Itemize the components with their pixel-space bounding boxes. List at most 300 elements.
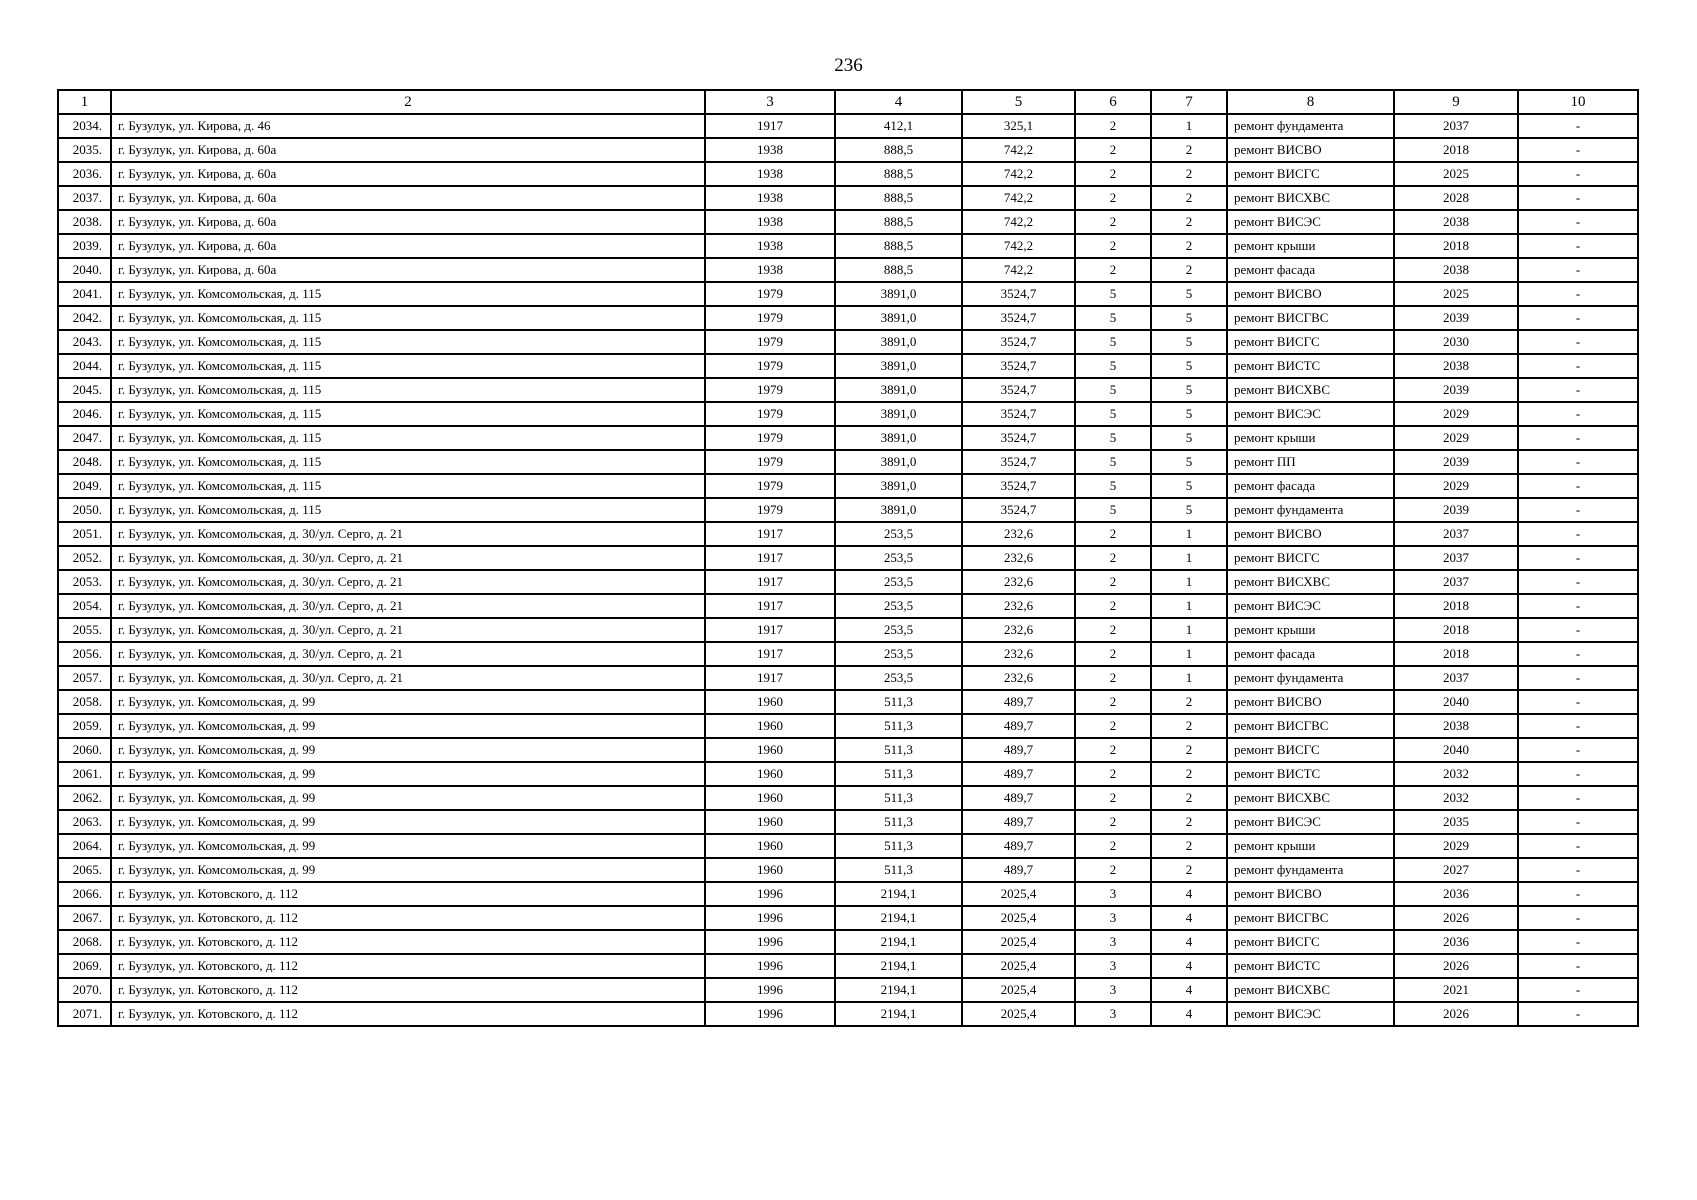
cell-year-built: 1960 xyxy=(705,714,835,738)
cell-floors: 2 xyxy=(1075,162,1151,186)
cell-planned-year: 2021 xyxy=(1394,978,1518,1002)
cell-planned-year: 2040 xyxy=(1394,690,1518,714)
cell-total-area: 3891,0 xyxy=(835,330,962,354)
cell-year-built: 1996 xyxy=(705,1002,835,1026)
cell-year-built: 1960 xyxy=(705,858,835,882)
cell-floors: 5 xyxy=(1075,306,1151,330)
cell-work-type: ремонт ВИСТС xyxy=(1227,354,1394,378)
cell-work-type: ремонт фасада xyxy=(1227,642,1394,666)
cell-work-type: ремонт ВИСЭС xyxy=(1227,1002,1394,1026)
cell-work-type: ремонт ВИСТС xyxy=(1227,762,1394,786)
cell-entrances: 5 xyxy=(1151,402,1227,426)
cell-work-type: ремонт ВИСХВС xyxy=(1227,786,1394,810)
cell-entrances: 5 xyxy=(1151,378,1227,402)
cell-row-number: 2046. xyxy=(58,402,111,426)
cell-planned-year: 2037 xyxy=(1394,522,1518,546)
cell-entrances: 2 xyxy=(1151,786,1227,810)
cell-row-number: 2054. xyxy=(58,594,111,618)
cell-planned-year: 2037 xyxy=(1394,666,1518,690)
cell-floors: 2 xyxy=(1075,762,1151,786)
cell-year-built: 1996 xyxy=(705,882,835,906)
cell-row-number: 2051. xyxy=(58,522,111,546)
cell-living-area: 3524,7 xyxy=(962,450,1075,474)
cell-entrances: 5 xyxy=(1151,450,1227,474)
cell-year-built: 1938 xyxy=(705,186,835,210)
cell-floors: 2 xyxy=(1075,618,1151,642)
cell-row-number: 2036. xyxy=(58,162,111,186)
cell-total-area: 511,3 xyxy=(835,690,962,714)
cell-row-number: 2045. xyxy=(58,378,111,402)
cell-planned-year: 2038 xyxy=(1394,210,1518,234)
cell-total-area: 511,3 xyxy=(835,786,962,810)
cell-living-area: 742,2 xyxy=(962,186,1075,210)
cell-work-type: ремонт ВИСХВС xyxy=(1227,978,1394,1002)
cell-row-number: 2059. xyxy=(58,714,111,738)
cell-work-type: ремонт ВИСТС xyxy=(1227,954,1394,978)
cell-address: г. Бузулук, ул. Комсомольская, д. 115 xyxy=(111,474,705,498)
cell-address: г. Бузулук, ул. Кирова, д. 60а xyxy=(111,162,705,186)
cell-entrances: 4 xyxy=(1151,1002,1227,1026)
table-row xyxy=(58,882,1638,906)
cell-planned-year: 2040 xyxy=(1394,738,1518,762)
cell-living-area: 325,1 xyxy=(962,114,1075,138)
cell-living-area: 489,7 xyxy=(962,714,1075,738)
cell-living-area: 489,7 xyxy=(962,762,1075,786)
cell-note: - xyxy=(1518,498,1638,522)
cell-address: г. Бузулук, ул. Кирова, д. 60а xyxy=(111,138,705,162)
cell-address: г. Бузулук, ул. Комсомольская, д. 115 xyxy=(111,354,705,378)
cell-planned-year: 2029 xyxy=(1394,474,1518,498)
cell-total-area: 888,5 xyxy=(835,210,962,234)
cell-work-type: ремонт ВИСХВС xyxy=(1227,186,1394,210)
cell-row-number: 2062. xyxy=(58,786,111,810)
table-row xyxy=(58,378,1638,402)
cell-row-number: 2063. xyxy=(58,810,111,834)
cell-note: - xyxy=(1518,738,1638,762)
cell-note: - xyxy=(1518,474,1638,498)
cell-address: г. Бузулук, ул. Комсомольская, д. 99 xyxy=(111,834,705,858)
cell-work-type: ремонт крыши xyxy=(1227,618,1394,642)
cell-year-built: 1979 xyxy=(705,354,835,378)
cell-planned-year: 2025 xyxy=(1394,282,1518,306)
cell-total-area: 3891,0 xyxy=(835,498,962,522)
cell-work-type: ремонт ВИСГС xyxy=(1227,930,1394,954)
cell-floors: 5 xyxy=(1075,354,1151,378)
cell-total-area: 3891,0 xyxy=(835,306,962,330)
cell-floors: 5 xyxy=(1075,426,1151,450)
cell-row-number: 2050. xyxy=(58,498,111,522)
table-row xyxy=(58,330,1638,354)
cell-row-number: 2066. xyxy=(58,882,111,906)
cell-year-built: 1979 xyxy=(705,282,835,306)
cell-year-built: 1979 xyxy=(705,330,835,354)
cell-entrances: 2 xyxy=(1151,258,1227,282)
cell-floors: 2 xyxy=(1075,186,1151,210)
cell-address: г. Бузулук, ул. Кирова, д. 46 xyxy=(111,114,705,138)
cell-planned-year: 2029 xyxy=(1394,834,1518,858)
cell-address: г. Бузулук, ул. Комсомольская, д. 115 xyxy=(111,402,705,426)
column-header-entrances: 7 xyxy=(1151,90,1227,114)
cell-row-number: 2034. xyxy=(58,114,111,138)
cell-floors: 2 xyxy=(1075,834,1151,858)
cell-planned-year: 2029 xyxy=(1394,426,1518,450)
cell-note: - xyxy=(1518,858,1638,882)
cell-total-area: 511,3 xyxy=(835,738,962,762)
cell-entrances: 5 xyxy=(1151,330,1227,354)
cell-living-area: 489,7 xyxy=(962,858,1075,882)
cell-row-number: 2058. xyxy=(58,690,111,714)
cell-note: - xyxy=(1518,978,1638,1002)
cell-work-type: ремонт ВИСЭС xyxy=(1227,210,1394,234)
table-row xyxy=(58,450,1638,474)
cell-living-area: 742,2 xyxy=(962,258,1075,282)
cell-address: г. Бузулук, ул. Комсомольская, д. 99 xyxy=(111,762,705,786)
cell-total-area: 253,5 xyxy=(835,522,962,546)
cell-entrances: 2 xyxy=(1151,834,1227,858)
cell-address: г. Бузулук, ул. Комсомольская, д. 99 xyxy=(111,858,705,882)
cell-living-area: 232,6 xyxy=(962,594,1075,618)
cell-planned-year: 2037 xyxy=(1394,114,1518,138)
cell-work-type: ремонт крыши xyxy=(1227,234,1394,258)
cell-address: г. Бузулук, ул. Комсомольская, д. 99 xyxy=(111,786,705,810)
cell-entrances: 5 xyxy=(1151,474,1227,498)
cell-entrances: 5 xyxy=(1151,426,1227,450)
table-row xyxy=(58,138,1638,162)
table-row xyxy=(58,714,1638,738)
cell-planned-year: 2018 xyxy=(1394,642,1518,666)
cell-entrances: 1 xyxy=(1151,522,1227,546)
cell-living-area: 232,6 xyxy=(962,666,1075,690)
cell-total-area: 511,3 xyxy=(835,810,962,834)
cell-year-built: 1960 xyxy=(705,834,835,858)
cell-floors: 2 xyxy=(1075,714,1151,738)
cell-year-built: 1917 xyxy=(705,594,835,618)
cell-total-area: 888,5 xyxy=(835,186,962,210)
table-row xyxy=(58,546,1638,570)
cell-row-number: 2068. xyxy=(58,930,111,954)
cell-year-built: 1917 xyxy=(705,570,835,594)
column-header-year-built: 3 xyxy=(705,90,835,114)
cell-address: г. Бузулук, ул. Котовского, д. 112 xyxy=(111,954,705,978)
column-header-planned-year: 9 xyxy=(1394,90,1518,114)
cell-total-area: 253,5 xyxy=(835,546,962,570)
cell-row-number: 2047. xyxy=(58,426,111,450)
cell-entrances: 4 xyxy=(1151,930,1227,954)
cell-entrances: 4 xyxy=(1151,954,1227,978)
cell-row-number: 2069. xyxy=(58,954,111,978)
cell-total-area: 511,3 xyxy=(835,714,962,738)
cell-entrances: 2 xyxy=(1151,762,1227,786)
cell-total-area: 888,5 xyxy=(835,258,962,282)
cell-work-type: ремонт ВИСВО xyxy=(1227,882,1394,906)
table-row xyxy=(58,594,1638,618)
cell-note: - xyxy=(1518,882,1638,906)
cell-note: - xyxy=(1518,714,1638,738)
table-row xyxy=(58,426,1638,450)
cell-work-type: ремонт ВИСГС xyxy=(1227,546,1394,570)
cell-living-area: 3524,7 xyxy=(962,354,1075,378)
cell-row-number: 2070. xyxy=(58,978,111,1002)
table-row xyxy=(58,930,1638,954)
column-header-work-type: 8 xyxy=(1227,90,1394,114)
cell-planned-year: 2036 xyxy=(1394,930,1518,954)
cell-floors: 2 xyxy=(1075,138,1151,162)
cell-floors: 3 xyxy=(1075,882,1151,906)
cell-row-number: 2041. xyxy=(58,282,111,306)
cell-entrances: 2 xyxy=(1151,810,1227,834)
cell-planned-year: 2038 xyxy=(1394,354,1518,378)
cell-row-number: 2038. xyxy=(58,210,111,234)
table-row xyxy=(58,114,1638,138)
cell-work-type: ремонт фундамента xyxy=(1227,666,1394,690)
cell-year-built: 1938 xyxy=(705,210,835,234)
cell-total-area: 253,5 xyxy=(835,570,962,594)
table-row xyxy=(58,474,1638,498)
cell-planned-year: 2018 xyxy=(1394,594,1518,618)
cell-note: - xyxy=(1518,258,1638,282)
cell-floors: 3 xyxy=(1075,954,1151,978)
cell-living-area: 232,6 xyxy=(962,546,1075,570)
cell-year-built: 1917 xyxy=(705,522,835,546)
cell-total-area: 2194,1 xyxy=(835,1002,962,1026)
table-row xyxy=(58,834,1638,858)
cell-total-area: 2194,1 xyxy=(835,978,962,1002)
cell-entrances: 2 xyxy=(1151,210,1227,234)
cell-row-number: 2039. xyxy=(58,234,111,258)
cell-entrances: 2 xyxy=(1151,714,1227,738)
cell-year-built: 1979 xyxy=(705,402,835,426)
cell-planned-year: 2018 xyxy=(1394,138,1518,162)
cell-work-type: ремонт фасада xyxy=(1227,258,1394,282)
cell-row-number: 2048. xyxy=(58,450,111,474)
cell-address: г. Бузулук, ул. Комсомольская, д. 115 xyxy=(111,426,705,450)
cell-year-built: 1917 xyxy=(705,546,835,570)
cell-year-built: 1996 xyxy=(705,906,835,930)
cell-floors: 2 xyxy=(1075,738,1151,762)
cell-note: - xyxy=(1518,186,1638,210)
cell-entrances: 2 xyxy=(1151,738,1227,762)
column-header-row-number: 1 xyxy=(58,90,111,114)
table-row xyxy=(58,210,1638,234)
cell-total-area: 253,5 xyxy=(835,642,962,666)
cell-work-type: ремонт ПП xyxy=(1227,450,1394,474)
cell-year-built: 1996 xyxy=(705,954,835,978)
cell-work-type: ремонт ВИСХВС xyxy=(1227,378,1394,402)
cell-year-built: 1979 xyxy=(705,426,835,450)
table-row xyxy=(58,906,1638,930)
cell-address: г. Бузулук, ул. Котовского, д. 112 xyxy=(111,1002,705,1026)
cell-row-number: 2064. xyxy=(58,834,111,858)
table-row xyxy=(58,618,1638,642)
cell-address: г. Бузулук, ул. Котовского, д. 112 xyxy=(111,882,705,906)
cell-note: - xyxy=(1518,282,1638,306)
cell-living-area: 3524,7 xyxy=(962,426,1075,450)
cell-entrances: 4 xyxy=(1151,906,1227,930)
cell-entrances: 1 xyxy=(1151,666,1227,690)
cell-year-built: 1917 xyxy=(705,666,835,690)
cell-row-number: 2061. xyxy=(58,762,111,786)
cell-address: г. Бузулук, ул. Комсомольская, д. 115 xyxy=(111,282,705,306)
cell-year-built: 1960 xyxy=(705,738,835,762)
cell-floors: 5 xyxy=(1075,474,1151,498)
cell-address: г. Бузулук, ул. Комсомольская, д. 99 xyxy=(111,810,705,834)
cell-year-built: 1960 xyxy=(705,786,835,810)
cell-living-area: 742,2 xyxy=(962,210,1075,234)
cell-note: - xyxy=(1518,426,1638,450)
cell-note: - xyxy=(1518,906,1638,930)
table-row xyxy=(58,690,1638,714)
table-row xyxy=(58,186,1638,210)
cell-planned-year: 2038 xyxy=(1394,258,1518,282)
cell-work-type: ремонт фундамента xyxy=(1227,114,1394,138)
cell-total-area: 412,1 xyxy=(835,114,962,138)
cell-note: - xyxy=(1518,402,1638,426)
cell-note: - xyxy=(1518,834,1638,858)
cell-total-area: 3891,0 xyxy=(835,354,962,378)
cell-living-area: 489,7 xyxy=(962,834,1075,858)
cell-living-area: 232,6 xyxy=(962,570,1075,594)
cell-floors: 3 xyxy=(1075,978,1151,1002)
cell-entrances: 2 xyxy=(1151,186,1227,210)
cell-address: г. Бузулук, ул. Комсомольская, д. 99 xyxy=(111,714,705,738)
cell-row-number: 2067. xyxy=(58,906,111,930)
cell-year-built: 1938 xyxy=(705,162,835,186)
column-header-note: 10 xyxy=(1518,90,1638,114)
cell-year-built: 1996 xyxy=(705,930,835,954)
cell-planned-year: 2027 xyxy=(1394,858,1518,882)
cell-address: г. Бузулук, ул. Комсомольская, д. 30/ул. Серго, д. 21 xyxy=(111,666,705,690)
cell-total-area: 511,3 xyxy=(835,834,962,858)
cell-floors: 5 xyxy=(1075,378,1151,402)
cell-address: г. Бузулук, ул. Комсомольская, д. 99 xyxy=(111,738,705,762)
cell-living-area: 3524,7 xyxy=(962,378,1075,402)
cell-living-area: 489,7 xyxy=(962,786,1075,810)
cell-row-number: 2057. xyxy=(58,666,111,690)
cell-row-number: 2071. xyxy=(58,1002,111,1026)
cell-floors: 5 xyxy=(1075,498,1151,522)
cell-total-area: 2194,1 xyxy=(835,882,962,906)
cell-address: г. Бузулук, ул. Комсомольская, д. 115 xyxy=(111,498,705,522)
cell-address: г. Бузулук, ул. Котовского, д. 112 xyxy=(111,978,705,1002)
cell-year-built: 1938 xyxy=(705,258,835,282)
cell-entrances: 4 xyxy=(1151,978,1227,1002)
cell-total-area: 3891,0 xyxy=(835,378,962,402)
cell-floors: 2 xyxy=(1075,114,1151,138)
cell-note: - xyxy=(1518,306,1638,330)
cell-work-type: ремонт фасада xyxy=(1227,474,1394,498)
cell-living-area: 3524,7 xyxy=(962,306,1075,330)
cell-address: г. Бузулук, ул. Кирова, д. 60а xyxy=(111,258,705,282)
cell-living-area: 2025,4 xyxy=(962,930,1075,954)
cell-year-built: 1960 xyxy=(705,810,835,834)
cell-floors: 2 xyxy=(1075,810,1151,834)
column-header-total-area: 4 xyxy=(835,90,962,114)
cell-total-area: 253,5 xyxy=(835,618,962,642)
cell-year-built: 1979 xyxy=(705,474,835,498)
cell-planned-year: 2032 xyxy=(1394,762,1518,786)
cell-address: г. Бузулук, ул. Кирова, д. 60а xyxy=(111,210,705,234)
table-row xyxy=(58,234,1638,258)
cell-floors: 2 xyxy=(1075,234,1151,258)
table-row xyxy=(58,354,1638,378)
cell-living-area: 3524,7 xyxy=(962,474,1075,498)
cell-entrances: 2 xyxy=(1151,138,1227,162)
repair-schedule-table xyxy=(57,89,1639,1027)
cell-floors: 3 xyxy=(1075,1002,1151,1026)
cell-note: - xyxy=(1518,234,1638,258)
cell-living-area: 3524,7 xyxy=(962,330,1075,354)
cell-row-number: 2049. xyxy=(58,474,111,498)
cell-work-type: ремонт ВИСВО xyxy=(1227,522,1394,546)
table-row xyxy=(58,762,1638,786)
cell-living-area: 232,6 xyxy=(962,618,1075,642)
cell-planned-year: 2039 xyxy=(1394,306,1518,330)
cell-row-number: 2056. xyxy=(58,642,111,666)
cell-year-built: 1979 xyxy=(705,498,835,522)
cell-floors: 2 xyxy=(1075,858,1151,882)
cell-year-built: 1938 xyxy=(705,138,835,162)
cell-living-area: 3524,7 xyxy=(962,282,1075,306)
cell-row-number: 2035. xyxy=(58,138,111,162)
cell-row-number: 2060. xyxy=(58,738,111,762)
cell-entrances: 1 xyxy=(1151,114,1227,138)
table-body xyxy=(58,114,1638,1026)
cell-note: - xyxy=(1518,786,1638,810)
cell-floors: 2 xyxy=(1075,546,1151,570)
cell-year-built: 1917 xyxy=(705,114,835,138)
cell-total-area: 3891,0 xyxy=(835,474,962,498)
cell-address: г. Бузулук, ул. Комсомольская, д. 115 xyxy=(111,330,705,354)
cell-total-area: 2194,1 xyxy=(835,906,962,930)
cell-planned-year: 2039 xyxy=(1394,498,1518,522)
cell-total-area: 2194,1 xyxy=(835,930,962,954)
cell-year-built: 1917 xyxy=(705,642,835,666)
table-row xyxy=(58,522,1638,546)
cell-total-area: 888,5 xyxy=(835,162,962,186)
cell-address: г. Бузулук, ул. Котовского, д. 112 xyxy=(111,906,705,930)
cell-note: - xyxy=(1518,330,1638,354)
cell-entrances: 1 xyxy=(1151,618,1227,642)
cell-work-type: ремонт ВИСВО xyxy=(1227,138,1394,162)
cell-total-area: 511,3 xyxy=(835,762,962,786)
cell-work-type: ремонт ВИСЭС xyxy=(1227,810,1394,834)
column-header-living-area: 5 xyxy=(962,90,1075,114)
cell-floors: 2 xyxy=(1075,258,1151,282)
cell-planned-year: 2030 xyxy=(1394,330,1518,354)
cell-living-area: 742,2 xyxy=(962,162,1075,186)
cell-year-built: 1917 xyxy=(705,618,835,642)
cell-year-built: 1960 xyxy=(705,690,835,714)
cell-entrances: 1 xyxy=(1151,570,1227,594)
cell-year-built: 1979 xyxy=(705,306,835,330)
cell-note: - xyxy=(1518,594,1638,618)
cell-work-type: ремонт ВИСХВС xyxy=(1227,570,1394,594)
cell-floors: 2 xyxy=(1075,210,1151,234)
cell-work-type: ремонт ВИСГВС xyxy=(1227,906,1394,930)
cell-living-area: 742,2 xyxy=(962,234,1075,258)
cell-note: - xyxy=(1518,546,1638,570)
cell-floors: 5 xyxy=(1075,450,1151,474)
cell-year-built: 1996 xyxy=(705,978,835,1002)
cell-address: г. Бузулук, ул. Кирова, д. 60а xyxy=(111,234,705,258)
cell-row-number: 2042. xyxy=(58,306,111,330)
table-row xyxy=(58,162,1638,186)
table-row xyxy=(58,978,1638,1002)
cell-entrances: 1 xyxy=(1151,642,1227,666)
cell-total-area: 253,5 xyxy=(835,594,962,618)
cell-entrances: 2 xyxy=(1151,858,1227,882)
table-row xyxy=(58,402,1638,426)
